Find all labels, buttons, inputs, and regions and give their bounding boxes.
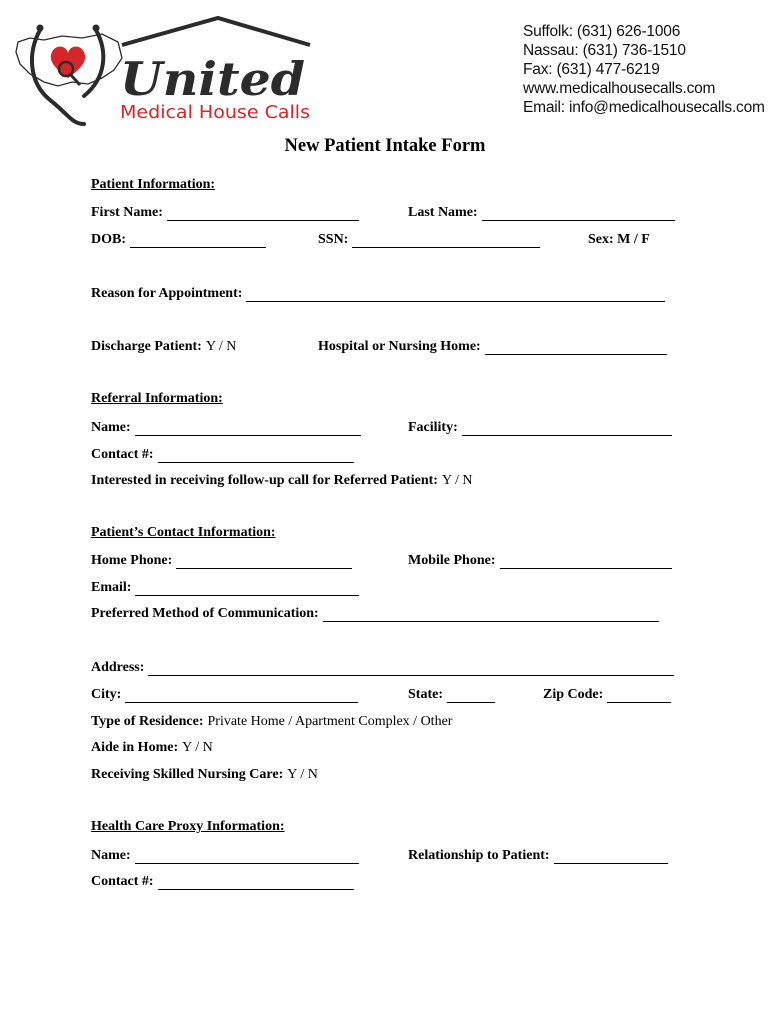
proxy-contact-label: Contact #: (91, 874, 154, 889)
brand-sub-text: Medical House Calls (120, 102, 310, 123)
residence-options[interactable]: Private Home / Apartment Complex / Other (207, 714, 453, 729)
referral-contact-field[interactable] (91, 445, 354, 463)
aide-label: Aide in Home: (91, 740, 179, 755)
referral-name-label: Name: (91, 420, 131, 435)
preferred-method-label: Preferred Method of Communication: (91, 606, 319, 621)
brand-main-text: United (120, 52, 305, 106)
email-line[interactable] (135, 581, 359, 596)
followup-field[interactable] (91, 471, 473, 489)
city-label: City: (91, 687, 122, 702)
ssn-label: SSN: (318, 232, 349, 247)
aide-field[interactable] (91, 738, 213, 756)
relationship-line[interactable] (554, 849, 668, 864)
zip-line[interactable] (607, 688, 671, 703)
ssn-field[interactable] (318, 230, 540, 248)
zip-field[interactable] (543, 685, 671, 703)
preferred-method-field[interactable] (91, 604, 659, 622)
address-label: Address: (91, 660, 145, 675)
reason-line[interactable] (246, 287, 665, 302)
discharge-field[interactable] (91, 337, 236, 355)
email-field[interactable] (91, 578, 359, 596)
contact-info-heading: Patient’s Contact Information: (91, 525, 276, 540)
last-name-field[interactable] (408, 203, 675, 221)
referral-contact-label: Contact #: (91, 447, 154, 462)
referral-info-heading: Referral Information: (91, 391, 223, 406)
home-phone-label: Home Phone: (91, 553, 173, 568)
fax-number: Fax: (631) 477-6219 (523, 61, 660, 78)
sex-label: Sex: M / F (588, 232, 650, 247)
proxy-contact-field[interactable] (91, 872, 354, 890)
first-name-line[interactable] (167, 206, 359, 221)
dob-line[interactable] (130, 233, 266, 248)
email-link[interactable]: Email: info@medicalhousecalls.com (523, 99, 765, 116)
residence-field[interactable] (91, 712, 452, 730)
facility-field[interactable] (408, 418, 672, 436)
referral-contact-line[interactable] (158, 448, 354, 463)
referral-name-line[interactable] (135, 421, 361, 436)
followup-label: Interested in receiving follow-up call for Referred Patient: (91, 473, 438, 488)
discharge-options[interactable]: Y / N (205, 339, 237, 354)
relationship-field[interactable] (408, 846, 668, 864)
logo-graphic (10, 12, 315, 132)
city-line[interactable] (125, 688, 358, 703)
preferred-method-line[interactable] (323, 607, 659, 622)
hospital-label: Hospital or Nursing Home: (318, 339, 481, 354)
proxy-info-heading: Health Care Proxy Information: (91, 819, 285, 834)
ssn-line[interactable] (352, 233, 540, 248)
home-phone-line[interactable] (176, 554, 352, 569)
nassau-phone: Nassau: (631) 736-1510 (523, 42, 686, 59)
first-name-field[interactable] (91, 203, 359, 221)
form-title: New Patient Intake Form (284, 136, 486, 156)
suffolk-phone: Suffolk: (631) 626-1006 (523, 23, 681, 40)
address-field[interactable] (91, 658, 674, 676)
skilled-nursing-options[interactable]: Y / N (287, 767, 318, 782)
residence-label: Type of Residence: (91, 714, 204, 729)
proxy-contact-line[interactable] (158, 875, 354, 890)
contact-block (523, 22, 765, 117)
proxy-name-field[interactable] (91, 846, 359, 864)
skilled-nursing-label: Receiving Skilled Nursing Care: (91, 767, 284, 782)
referral-name-field[interactable] (91, 418, 361, 436)
first-name-label: First Name: (91, 205, 163, 220)
home-phone-field[interactable] (91, 551, 352, 569)
hospital-line[interactable] (485, 340, 667, 355)
email-label: Email: (91, 580, 132, 595)
discharge-label: Discharge Patient: (91, 339, 202, 354)
facility-line[interactable] (462, 421, 672, 436)
address-line[interactable] (148, 661, 674, 676)
mobile-phone-line[interactable] (500, 554, 672, 569)
state-field[interactable] (408, 685, 495, 703)
mobile-phone-field[interactable] (408, 551, 672, 569)
state-line[interactable] (447, 688, 495, 703)
mobile-phone-label: Mobile Phone: (408, 553, 496, 568)
zip-label: Zip Code: (543, 687, 604, 702)
dob-field[interactable] (91, 230, 266, 248)
skilled-nursing-field[interactable] (91, 765, 318, 783)
state-label: State: (408, 687, 443, 702)
company-logo (10, 12, 315, 132)
website-link[interactable]: www.medicalhousecalls.com (523, 80, 716, 97)
proxy-name-line[interactable] (135, 849, 359, 864)
patient-info-heading: Patient Information: (91, 177, 216, 192)
facility-label: Facility: (408, 420, 458, 435)
hospital-field[interactable] (318, 337, 667, 355)
sex-field[interactable] (588, 230, 650, 248)
last-name-label: Last Name: (408, 205, 478, 220)
aide-options[interactable]: Y / N (182, 740, 213, 755)
followup-options[interactable]: Y / N (441, 473, 473, 488)
last-name-line[interactable] (482, 206, 675, 221)
reason-label: Reason for Appointment: (91, 286, 243, 301)
relationship-label: Relationship to Patient: (408, 848, 550, 863)
proxy-name-label: Name: (91, 848, 131, 863)
dob-label: DOB: (91, 232, 126, 247)
reason-field[interactable] (91, 284, 665, 302)
city-field[interactable] (91, 685, 358, 703)
